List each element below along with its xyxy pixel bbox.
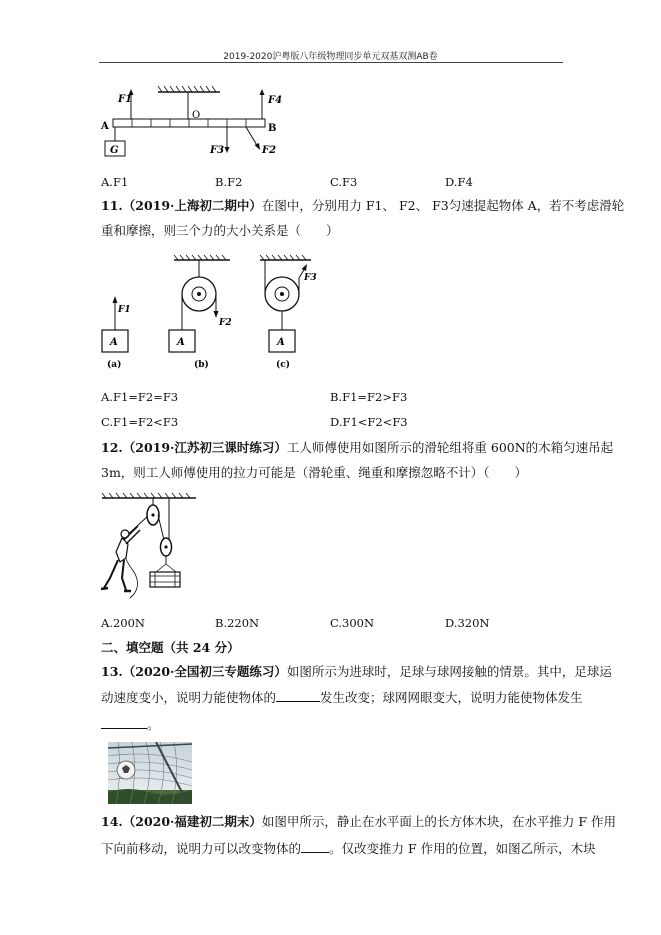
fig10-label: O [192,110,201,121]
fig10-label: A [101,121,109,132]
fig11-label: A [177,337,185,348]
question-source: （2020·福建初二期末） [122,814,262,829]
question-14-line2 [101,840,596,858]
page-header: 2019-2020沪粤版八年级物理同步单元双基双测AB卷 [223,52,438,62]
option-a: A.200N [101,616,145,630]
section-heading: 二、填空题（共 24 分） [101,640,240,655]
option-c: C.300N [330,616,375,630]
lever-figure [98,84,298,164]
question-number: 13. [101,664,123,679]
question-text: 在图中，分别用力 F1、 F2、 F3匀速提起物体 A，若不考虑滑轮 [261,198,625,213]
fig11-label: F3 [304,273,317,283]
fig11-label: F1 [118,305,131,315]
question-text: 。 [147,717,160,732]
question-number: 12. [101,440,123,455]
option-a: A.F1=F2=F3 [101,390,179,404]
question-12-line2: 3m，则工人师傅使用的拉力可能是（滑轮重、绳重和摩擦忽略不计）（ ） [101,465,528,480]
fig11-label: (b) [194,360,209,370]
question-text: 工人师傅使用如图所示的滑轮组将重 600N的木箱匀速吊起 [286,440,614,455]
question-text: 动速度变小，说明力能使物体的 [101,690,277,705]
option-c: C.F3 [330,175,358,189]
option-d: D.F1<F2<F3 [330,415,408,429]
header-rule [99,62,563,63]
fig10-label: G [110,145,119,156]
pulley-figure [97,254,329,372]
question-source: （2019·上海初二期中） [122,198,262,213]
question-13-line2 [101,689,583,707]
fig10-label: F2 [262,145,277,156]
fig11-label: F2 [219,318,232,328]
fig10-label: F3 [210,145,225,156]
question-text: 。仅改变推力 F 作用的位置，如图乙所示，木块 [329,841,596,856]
question-text: 下向前移动，说明力可以改变物体的 [101,841,302,856]
answer-blank[interactable] [276,689,320,702]
option-d: D.320N [445,616,490,630]
question-13-line3 [101,716,160,734]
fig10-label: B [268,123,277,134]
option-b: B.220N [215,616,260,630]
question-14-line1 [101,813,616,831]
option-c: C.F1=F2<F3 [101,415,179,429]
fig10-label: F1 [118,94,133,105]
question-12-line1 [101,439,613,457]
option-b: B.F2 [215,175,243,189]
soccer-net-photo [108,742,192,804]
fig11-label: A [110,337,118,348]
question-text: 如图所示为进球时，足球与球网接触的情景。其中，足球运 [286,664,612,679]
question-text: 发生改变；球网网眼变大，说明力能使物体发生 [320,690,583,705]
question-13-line1 [101,663,612,681]
question-source: （2019·江苏初三课时练习） [122,440,287,455]
question-source: （2020·全国初三专题练习） [122,664,287,679]
fig11-label: (c) [276,360,290,370]
worker-pulley-figure [100,492,200,604]
question-11-line1 [101,197,624,215]
fig11-label: A [277,337,285,348]
answer-blank[interactable] [301,840,329,853]
fig11-label: (a) [107,360,122,370]
option-b: B.F1=F2>F3 [330,390,408,404]
question-11-line2: 重和摩擦，则三个力的大小关系是（ ） [101,223,339,238]
answer-blank[interactable] [101,716,147,729]
option-a: A.F1 [101,175,129,189]
question-text: 如图甲所示，静止在水平面上的长方体木块，在水平推力 F 作用 [261,814,617,829]
question-number: 14. [101,814,123,829]
question-number: 11. [101,198,123,213]
fig10-label: F4 [268,95,283,106]
option-d: D.F4 [445,175,473,189]
